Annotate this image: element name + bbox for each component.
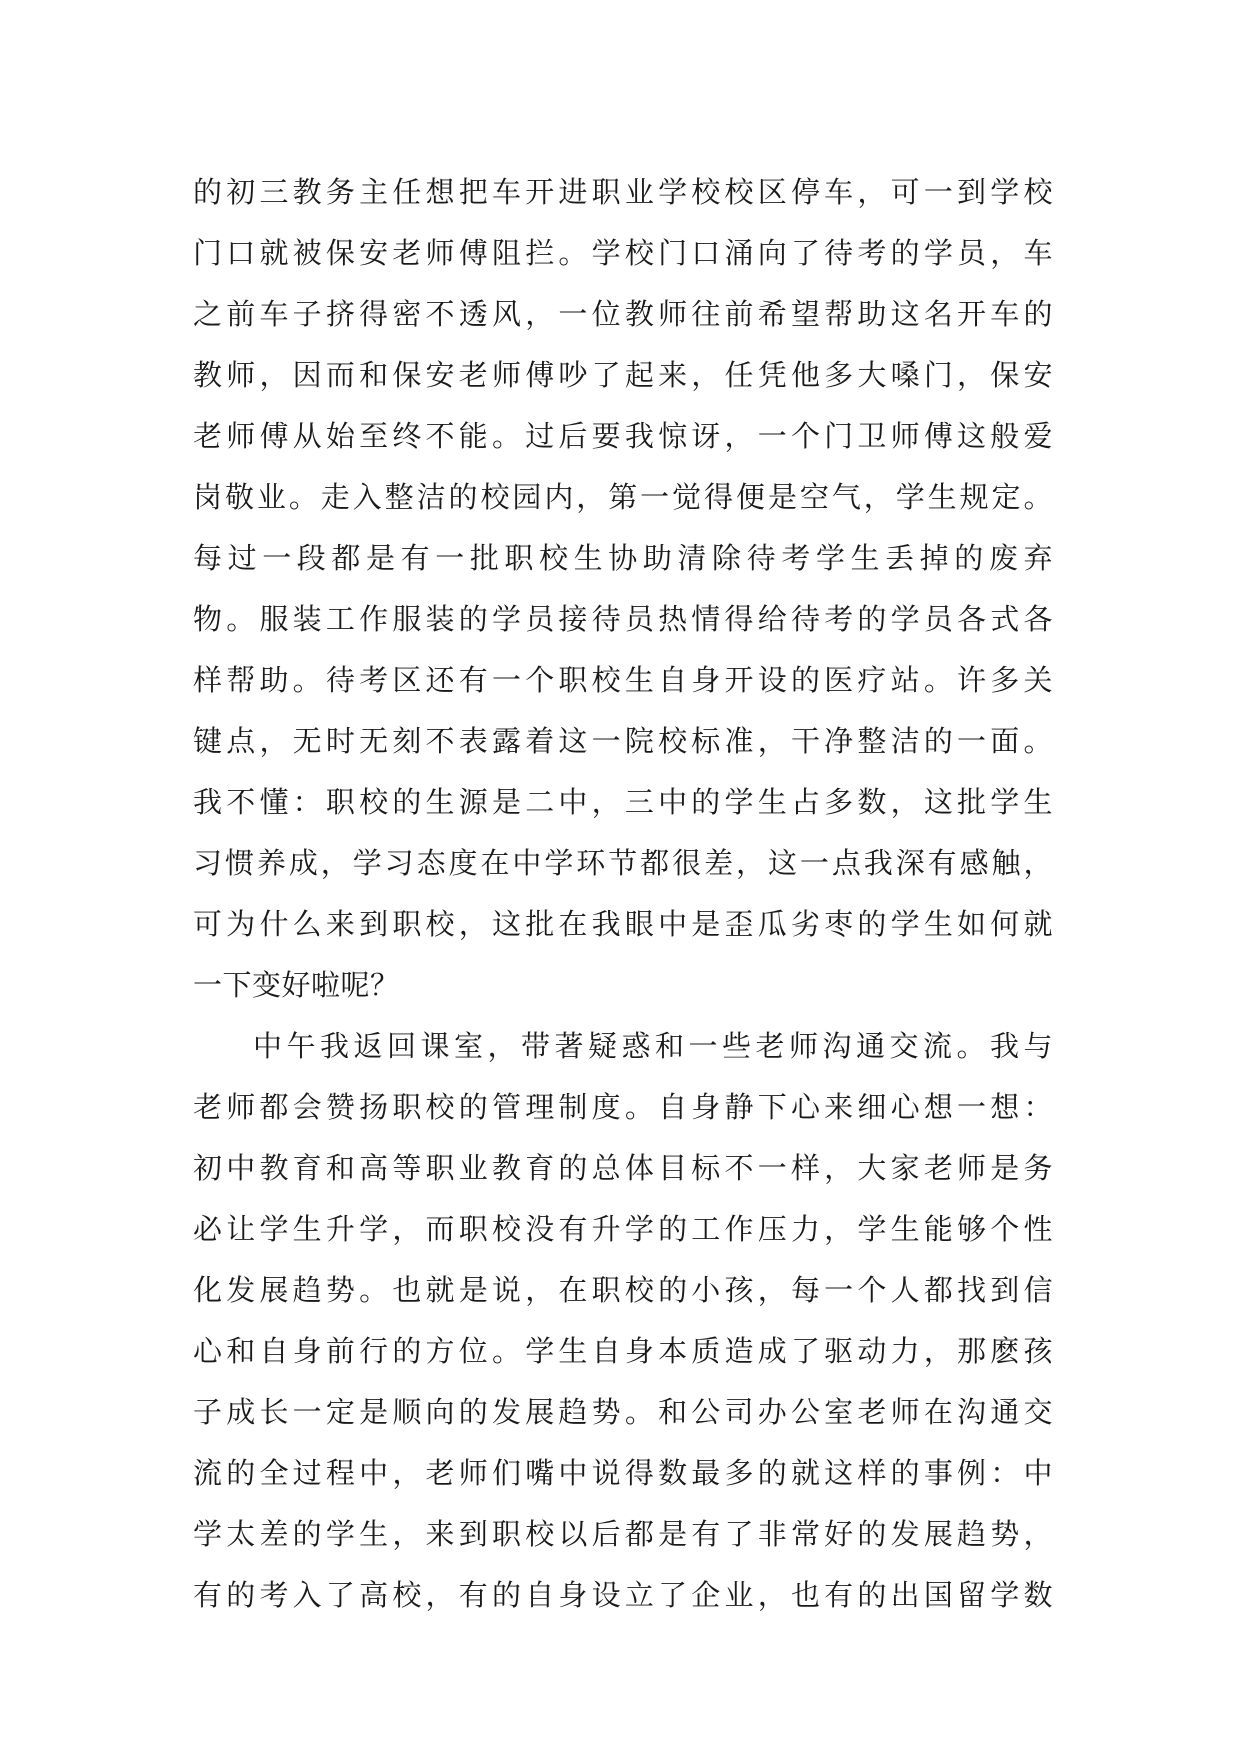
text-line: 子成长一定是顺向的发展趋势。和公司办公室老师在沟通交: [193, 1395, 1053, 1429]
body-text: [193, 162, 1053, 1626]
text-line: 一下变好啦呢？: [193, 968, 400, 1002]
paragraph-1: [193, 162, 1053, 1016]
text-line: 每过一段都是有一批职校生协助清除待考学生丢掉的废弃: [193, 541, 1053, 575]
text-line: 之前车子挤得密不透风，一位教师往前希望帮助这名开车的: [193, 297, 1053, 331]
text-line: 学太差的学生，来到职校以后都是有了非常好的发展趋势，: [193, 1517, 1053, 1551]
text-line: 物。服装工作服装的学员接待员热情得给待考的学员各式各: [193, 602, 1053, 636]
text-line: 流的全过程中，老师们嘴中说得数最多的就这样的事例：中: [193, 1456, 1053, 1490]
text-line: 心和自身前行的方位。学生自身本质造成了驱动力，那麽孩: [193, 1334, 1053, 1368]
text-line: 有的考入了高校，有的自身设立了企业，也有的出国留学数: [193, 1578, 1053, 1612]
text-line: 样帮助。待考区还有一个职校生自身开设的医疗站。许多关: [193, 663, 1053, 697]
text-line: 岗敬业。走入整洁的校园内，第一觉得便是空气，学生规定。: [193, 480, 1053, 514]
text-line: 必让学生升学，而职校没有升学的工作压力，学生能够个性: [193, 1212, 1053, 1246]
text-line: 初中教育和高等职业教育的总体目标不一样，大家老师是务: [193, 1151, 1053, 1185]
text-line: 门口就被保安老师傅阻拦。学校门口涌向了待考的学员，车: [193, 236, 1053, 270]
text-line: 老师傅从始至终不能。过后要我惊讶，一个门卫师傅这般爱: [193, 419, 1053, 453]
text-line: 的初三教务主任想把车开进职业学校校区停车，可一到学校: [193, 175, 1053, 209]
text-line: 化发展趋势。也就是说，在职校的小孩，每一个人都找到信: [193, 1273, 1053, 1307]
text-line: 键点，无时无刻不表露着这一院校标准，干净整洁的一面。: [193, 724, 1053, 758]
text-line: 教师，因而和保安老师傅吵了起来，任凭他多大嗓门，保安: [193, 358, 1053, 392]
text-line: 可为什么来到职校，这批在我眼中是歪瓜劣枣的学生如何就: [193, 907, 1053, 941]
text-line: 习惯养成，学习态度在中学环节都很差，这一点我深有感触，: [193, 846, 1053, 880]
text-line: 我不懂：职校的生源是二中，三中的学生占多数，这批学生: [193, 785, 1053, 819]
text-line: 老师都会赞扬职校的管理制度。自身静下心来细心想一想：: [193, 1090, 1053, 1124]
text-line: 中午我返回课室，带著疑惑和一些老师沟通交流。我与: [253, 1029, 1053, 1063]
paragraph-2: [193, 1016, 1053, 1626]
